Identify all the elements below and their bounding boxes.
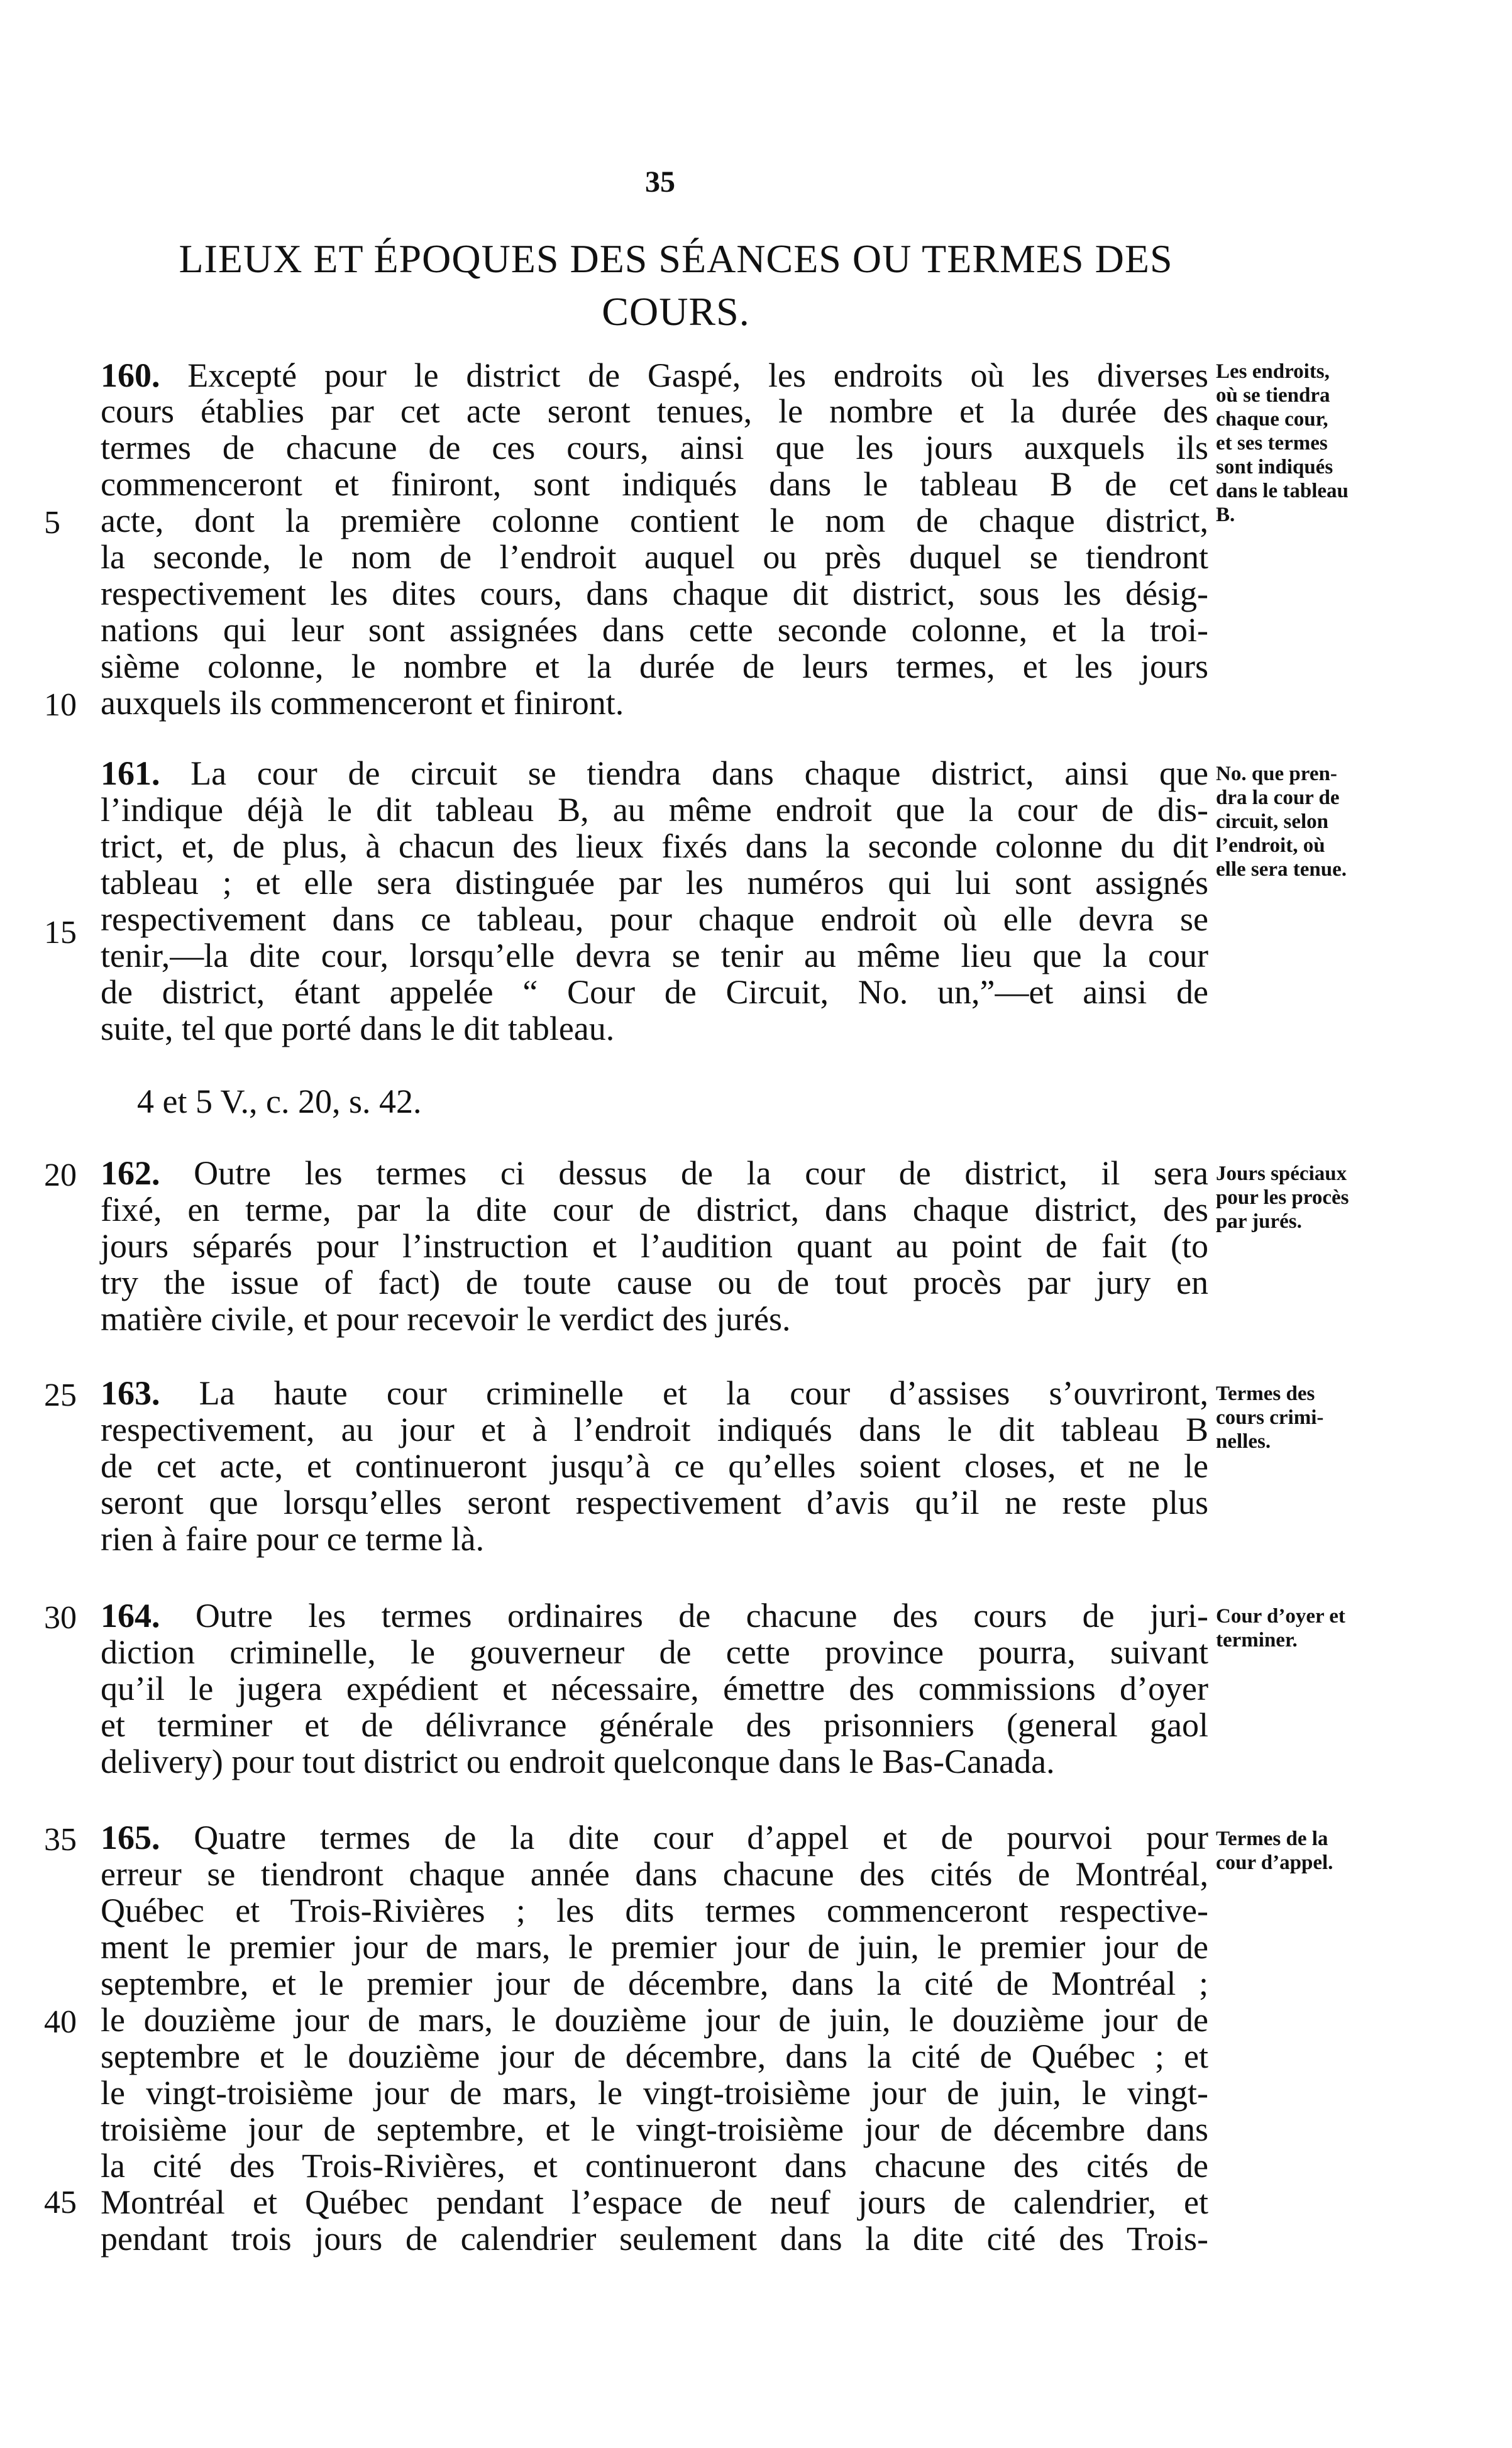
text-line: respectivement les dites cours, dans chaque dit district, sous les désig- [101,575,1208,612]
line-number: 40 [44,2004,77,2040]
text-line: termes de chacune de ces cours, ainsi que les jours auxquels ils [101,429,1208,466]
margin-note-line: cour d’appel. [1216,1851,1333,1874]
page-title [138,233,1213,338]
section-number: 162. [101,1154,160,1192]
text-line: delivery) pour tout district ou endroit quelconque dans le Bas-Canada. [101,1743,1055,1780]
text-line: Québec et Trois-Rivières ; les dits termes commenceront respective- [101,1892,1208,1929]
text-line: septembre et le douzième jour de décembre, dans la cité de Québec ; et [101,2037,1208,2075]
text-line: fixé, en terme, par la dite cour de district, dans chaque district, des [101,1191,1208,1228]
line-number: 45 [44,2185,77,2220]
citation: 4 et 5 V., c. 20, s. 42. [137,1083,422,1120]
text-line: matière civile, et pour recevoir le verdict des jurés. [101,1300,791,1338]
margin-note-line: dra la cour de [1216,786,1340,809]
margin-note [1216,1382,1430,1453]
margin-note-line: circuit, selon [1216,810,1329,833]
margin-note-line: terminer. [1216,1629,1298,1651]
text-line: respectivement dans ce tableau, pour chaque endroit où elle devra se [101,900,1208,938]
text-line: la seconde, le nom de l’endroit auquel ou près duquel se tiendront [101,538,1208,576]
margin-note-line: Termes de la [1216,1828,1328,1850]
margin-note-line: Jours spéciaux [1216,1162,1347,1185]
text-line: suite, tel que porté dans le dit tableau. [101,1010,615,1047]
margin-note-line: Cour d’oyer et [1216,1605,1345,1628]
line-number: 15 [44,915,77,951]
margin-note-line: et ses termes [1216,432,1328,455]
margin-note-line: No. que pren- [1216,763,1337,785]
section-number: 161. [101,754,160,792]
margin-note [1216,1604,1430,1652]
text-line: de district, étant appelée “ Cour de Circuit, No. un,”—et ainsi de [101,973,1208,1011]
text-line: 164. Outre les termes ordinaires de chacune des cours de juri- [101,1597,1208,1635]
margin-note-line: B. [1216,504,1235,526]
section-number: 164. [101,1597,160,1635]
page-number: 35 [645,165,675,199]
text-line: ment le premier jour de mars, le premier jour de juin, le premier jour de [101,1928,1208,1966]
margin-note-line: dans le tableau [1216,480,1349,502]
text-line: tableau ; et elle sera distinguée par les numéros qui lui sont assignés [101,864,1208,901]
text-line: qu’il le jugera expédient et nécessaire, émettre des commissions d’oyer [101,1670,1208,1707]
text-line: seront que lorsqu’elles seront respectivement d’avis qu’il ne reste plus [101,1484,1208,1521]
text-line: 165. Quatre termes de la dite cour d’appel et de pourvoi pour [101,1819,1208,1856]
line-number: 35 [44,1822,77,1858]
text-line: tenir,—la dite cour, lorsqu’elle devra se tenir au même lieu que la cour [101,937,1208,974]
text-line: diction criminelle, le gouverneur de cette province pourra, suivant [101,1633,1208,1671]
text-line: commenceront et finiront, sont indiqués dans le tableau B de cet [101,465,1208,503]
text-line: nations qui leur sont assignées dans cette seconde colonne, et la troi- [101,611,1208,649]
text-line: 163. La haute cour criminelle et la cour d’assises s’ouvriront, [101,1374,1208,1412]
text-line: jours séparés pour l’instruction et l’audition quant au point de fait (to [101,1227,1208,1265]
margin-note-line: cours crimi- [1216,1406,1324,1429]
margin-note-line: chaque cour, [1216,408,1328,431]
text-line: septembre, et le premier jour de décembre, dans la cité de Montréal ; [101,1965,1208,2002]
text-line: le douzième jour de mars, le douzième jour de juin, le douzième jour de [101,2001,1208,2039]
text-line: l’indique déjà le dit tableau B, au même endroit que la cour de dis- [101,791,1208,829]
text-line: pendant trois jours de calendrier seulement dans la dite cité des Trois- [101,2220,1208,2258]
text-line: sième colonne, le nombre et la durée de leurs termes, et les jours [101,648,1208,685]
margin-note [1216,1162,1430,1233]
text-line: de cet acte, et continueront jusqu’à ce qu’elles soient closes, et ne le [101,1447,1208,1485]
text-line: auxquels ils commenceront et finiront. [101,684,624,722]
text-line: 162. Outre les termes ci dessus de la cour de district, il sera [101,1154,1208,1192]
section-number: 165. [101,1819,160,1856]
page-title-line-1: LIEUX ET ÉPOQUES DES SÉANCES OU TERMES DES [179,236,1173,281]
line-number: 10 [44,687,77,723]
text-line: try the issue of fact) de toute cause ou de tout procès par jury en [101,1264,1208,1301]
margin-note-line: où se tiendra [1216,384,1330,407]
text-line: respectivement, au jour et à l’endroit indiqués dans le dit tableau B [101,1411,1208,1448]
text-line: et terminer et de délivrance générale des prisonniers (general gaol [101,1706,1208,1744]
text-line: troisième jour de septembre, et le vingt-troisième jour de décembre dans [101,2110,1208,2148]
text-line: cours établies par cet acte seront tenues, le nombre et la durée des [101,392,1208,430]
line-number: 5 [44,505,60,541]
margin-note-line: Les endroits, [1216,360,1330,383]
line-number: 30 [44,1600,77,1636]
text-line: acte, dont la première colonne contient le nom de chaque district, [101,502,1208,539]
margin-note-line: sont indiqués [1216,456,1333,478]
page-title-line-2: COURS. [602,289,750,334]
text-line: 161. La cour de circuit se tiendra dans chaque district, ainsi que [101,754,1208,792]
margin-note [1216,360,1430,527]
text-line: la cité des Trois-Rivières, et continueront dans chacune des cités de [101,2147,1208,2185]
text-line: le vingt-troisième jour de mars, le vingt-troisième jour de juin, le vingt- [101,2074,1208,2112]
text-line: trict, et, de plus, à chacun des lieux fixés dans la seconde colonne du dit [101,827,1208,865]
margin-note-line: pour les procès [1216,1186,1349,1209]
margin-note-line: l’endroit, où [1216,834,1325,857]
line-number: 20 [44,1157,77,1193]
margin-note [1216,762,1430,881]
text-line: rien à faire pour ce terme là. [101,1520,485,1558]
line-number: 25 [44,1377,77,1413]
margin-note [1216,1827,1430,1875]
margin-note-line: elle sera tenue. [1216,858,1347,881]
text-line: Montréal et Québec pendant l’espace de neuf jours de calendrier, et [101,2183,1208,2221]
section-number: 160. [101,356,160,394]
margin-note-line: Termes des [1216,1382,1315,1405]
margin-note-line: par jurés. [1216,1210,1302,1233]
margin-note-line: nelles. [1216,1430,1271,1453]
text-line: erreur se tiendront chaque année dans chacune des cités de Montréal, [101,1855,1208,1893]
text-line: 160. Excepté pour le district de Gaspé, les endroits où les diverses [101,356,1208,394]
section-number: 163. [101,1374,160,1412]
